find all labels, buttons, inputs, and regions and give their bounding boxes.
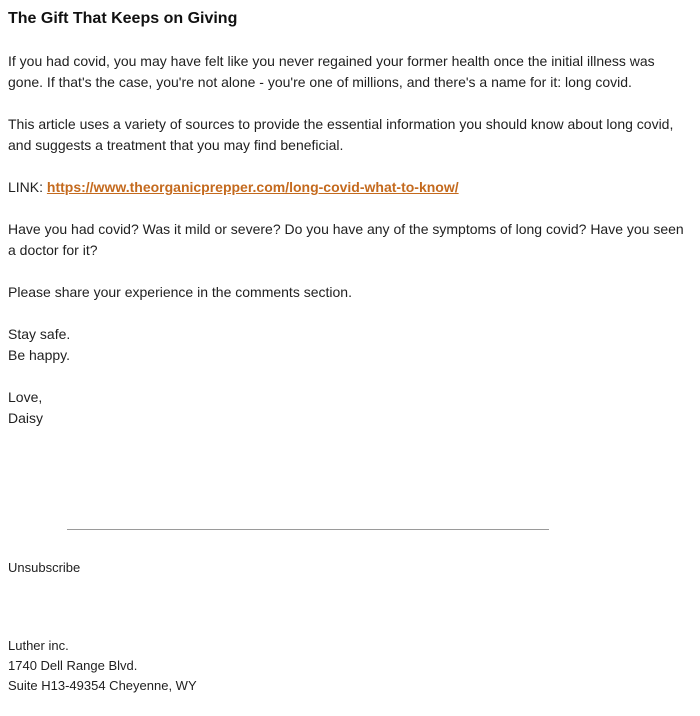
signoff: Love, [8, 389, 43, 405]
company-name: Luther inc. [8, 638, 69, 653]
intro-paragraph: If you had covid, you may have felt like you never regained your former health once the initial illness was gone. If that's the case, you're not alone - you're one of millions, and there's a name for it: long covid. [8, 53, 655, 90]
signature-block [8, 387, 692, 429]
closing-line-stay-safe: Stay safe. [8, 326, 71, 342]
email-title: The Gift That Keeps on Giving [8, 10, 238, 27]
sender-address [8, 636, 197, 696]
address-line-2: Suite H13-49354 Cheyenne, WY [8, 678, 197, 693]
article-description-paragraph: This article uses a variety of sources to provide the essential information you should know about long covid, and suggests a treatment that you may find beneficial. [8, 116, 674, 153]
article-link[interactable]: https://www.theorganicprepper.com/long-covid-what-to-know/ [46, 179, 459, 195]
closing-block [8, 324, 692, 366]
address-line-1: 1740 Dell Range Blvd. [8, 658, 138, 673]
footer-divider [67, 529, 549, 530]
closing-line-be-happy: Be happy. [8, 347, 71, 363]
signature-name: Daisy [8, 410, 44, 426]
email-body [8, 8, 692, 429]
unsubscribe-link[interactable]: Unsubscribe [8, 560, 81, 575]
share-paragraph: Please share your experience in the comments section. [8, 284, 352, 300]
link-label: LINK: [8, 179, 44, 195]
questions-paragraph: Have you had covid? Was it mild or severe? Do you have any of the symptoms of long covid? Have you seen a doctor for it? [8, 221, 684, 258]
link-paragraph [8, 177, 692, 198]
